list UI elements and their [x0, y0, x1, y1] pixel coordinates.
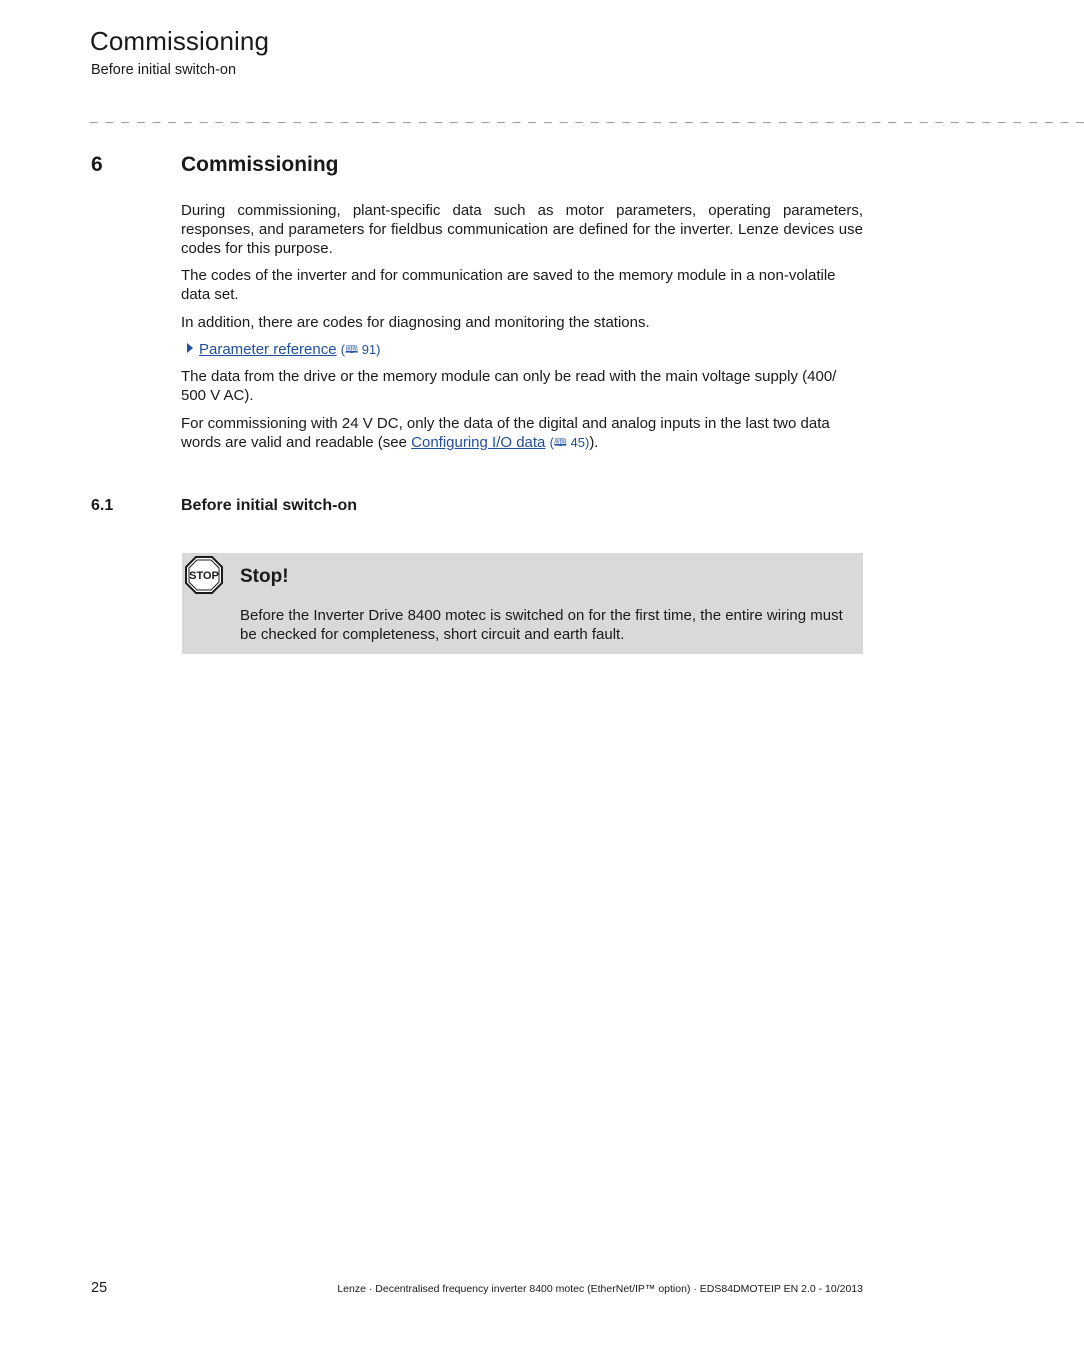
ref-close: ) — [584, 435, 590, 450]
ref-close: ) — [376, 342, 381, 357]
subsection-title: Before initial switch-on — [181, 497, 358, 514]
arrow-right-icon — [187, 343, 193, 353]
page-reference[interactable] — [550, 435, 590, 450]
configuring-io-data-link[interactable]: Configuring I/O data — [411, 434, 546, 451]
ref-open: ( — [340, 342, 346, 357]
paragraph-5-end: ). — [589, 434, 599, 451]
paragraph-3: In addition, there are codes for diagnosing and monitoring the stations. — [181, 314, 650, 331]
paragraph-1: During commissioning, plant-specific data such as motor parameters, operating parameters, responses, and parameters for fieldbus communication are defined for the inverter. Lenze devices use codes for this purpose. — [181, 202, 863, 257]
paragraph-5 — [181, 414, 863, 453]
ref-open: ( — [549, 435, 554, 450]
page-reference[interactable] — [341, 342, 381, 357]
notice-text: Before the Inverter Drive 8400 motec is switched on for the first time, the entire wiring must be checked for completeness, short circuit and earth fault. — [240, 607, 843, 643]
stop-sign-text: STOP — [189, 570, 219, 582]
book-icon: 🕮 — [553, 437, 567, 449]
paragraph-2: The codes of the inverter and for communication are saved to the memory module in a non-volatile data set. — [181, 267, 836, 303]
stop-sign-icon — [185, 556, 223, 594]
footer-document-info: Lenze · Decentralised frequency inverter 8400 motec (EtherNet/IP™ option) · EDS84DMOTEIP EN 2.0 - 10/2013 — [337, 1283, 863, 1295]
notice-title: Stop! — [240, 566, 289, 587]
section-number: 6 — [91, 153, 103, 176]
subsection-number: 6.1 — [91, 497, 114, 514]
page-header-subtitle: Before initial switch-on — [91, 62, 237, 78]
section-title: Commissioning — [181, 153, 339, 176]
paragraph-4: The data from the drive or the memory module can only be read with the main voltage supply (400/ 500 V AC). — [181, 368, 837, 404]
page-header-title: Commissioning — [90, 26, 270, 56]
paragraph-5-text: For commissioning with 24 V DC, only the data of the digital and analog inputs in the last two data words are valid and readable (see — [181, 415, 830, 451]
page-number: 25 — [91, 1280, 108, 1296]
header-divider: _ _ _ _ _ _ _ _ _ _ _ _ _ _ _ _ _ _ _ _ _ _ _ _ _ _ _ _ _ _ _ _ _ _ _ _ _ _ _ _ _ _ _ _ _ _ _ _ _ _ _ _ _ _ _ _ _ _ _ _ _ _ _ _ — [90, 109, 1084, 124]
parameter-reference-link[interactable]: Parameter reference — [199, 341, 337, 358]
ref-page: 45 — [566, 435, 585, 450]
book-icon: 🕮 — [345, 344, 359, 356]
ref-page: 91 — [358, 342, 377, 357]
parameter-reference-line — [181, 340, 863, 360]
